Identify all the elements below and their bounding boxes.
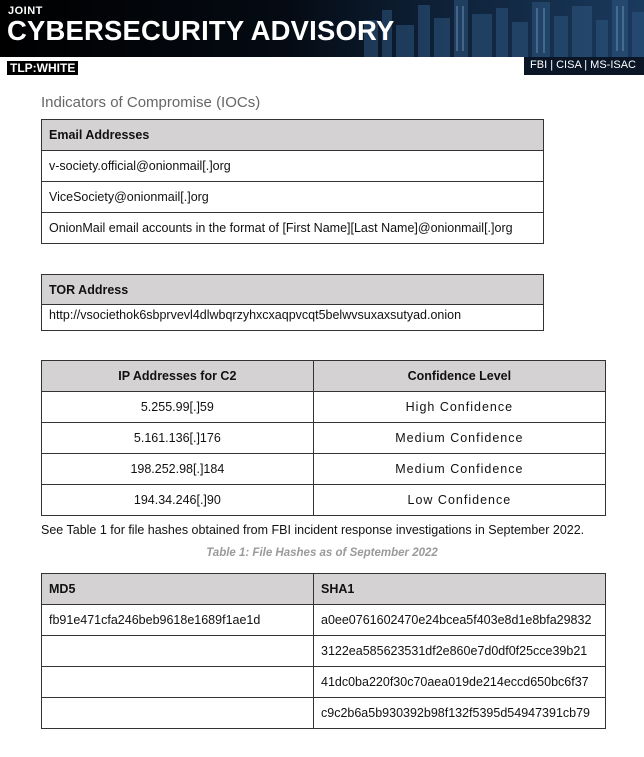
- table-cell: Medium Confidence: [313, 423, 605, 454]
- table-cell: a0ee0761602470e24bcea5f403e8d1e8bfa29832: [314, 605, 606, 636]
- agency-list: FBI | CISA | MS-ISAC: [530, 59, 636, 71]
- email-addresses-table: [41, 119, 544, 244]
- table-cell: OnionMail email accounts in the format of [First Name][Last Name]@onionmail[.]org: [42, 213, 544, 244]
- table-row: [42, 667, 606, 698]
- file-hashes-table: [41, 573, 606, 729]
- table-header: SHA1: [314, 574, 606, 605]
- table-cell: 41dc0ba220f30c70aea019de214eccd650bc6f37: [314, 667, 606, 698]
- table-cell: ViceSociety@onionmail[.]org: [42, 182, 544, 213]
- table-cell: Medium Confidence: [313, 454, 605, 485]
- table-caption: Table 1: File Hashes as of September 2022: [206, 547, 438, 559]
- table-row: [42, 454, 606, 485]
- table-cell: fb91e471cfa246beb9618e1689f1ae1d: [42, 605, 314, 636]
- table-cell: c9c2b6a5b930392b98f132f5395d54947391cb79: [314, 698, 606, 729]
- note-text: See Table 1 for file hashes obtained from FBI incident response investigations in September 2022.: [41, 523, 585, 537]
- table-cell: [42, 667, 314, 698]
- table-cell: http://vsociethok6sbprvevl4dlwbqrzyhxcxaqpvcqt5belwvsuxaxsutyad.onion: [42, 305, 544, 331]
- table-cell: 3122ea585623531df2e860e7d0df0f25cce39b21: [314, 636, 606, 667]
- ip-addresses-table: [41, 360, 606, 516]
- table-cell: 198.252.98[.]184: [42, 454, 314, 485]
- table-header: MD5: [42, 574, 314, 605]
- table-row: [42, 423, 606, 454]
- table-cell: v-society.official@onionmail[.]org: [42, 151, 544, 182]
- section-title: Indicators of Compromise (IOCs): [41, 94, 261, 111]
- table-cell: [42, 698, 314, 729]
- table-cell: High Confidence: [313, 392, 605, 423]
- table-header: Confidence Level: [313, 361, 605, 392]
- table-cell: 194.34.246[.]90: [42, 485, 314, 516]
- table-cell: Low Confidence: [313, 485, 605, 516]
- tlp-badge: TLP:WHITE: [7, 61, 78, 75]
- header-banner: [0, 0, 644, 57]
- table-header: Email Addresses: [42, 120, 544, 151]
- table-header: TOR Address: [42, 275, 544, 305]
- tor-address-table: [41, 274, 544, 331]
- table-row: [42, 605, 606, 636]
- table-cell: [42, 636, 314, 667]
- table-cell: 5.161.136[.]176: [42, 423, 314, 454]
- table-row: [42, 392, 606, 423]
- table-header: IP Addresses for C2: [42, 361, 314, 392]
- document-title: CYBERSECURITY ADVISORY: [7, 15, 395, 46]
- joint-label: JOINT: [8, 5, 43, 17]
- table-row: [42, 698, 606, 729]
- table-cell: 5.255.99[.]59: [42, 392, 314, 423]
- table-row: [42, 485, 606, 516]
- table-row: [42, 636, 606, 667]
